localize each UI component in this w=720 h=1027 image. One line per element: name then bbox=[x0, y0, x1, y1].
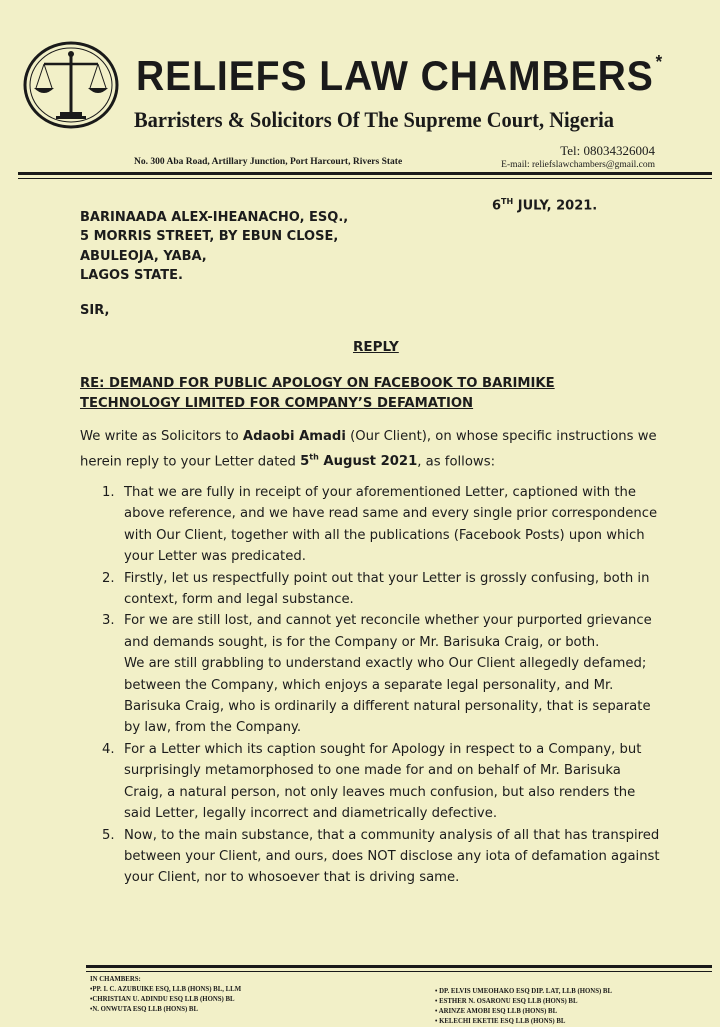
footer-divider bbox=[86, 965, 712, 968]
firm-telephone: Tel: 08034326004 bbox=[560, 143, 655, 158]
point-item: 4. For a Letter which its caption sought for Apology in respect to a Company, but surprisingly metamorphosed to one made for and on behalf of Mr. Barisuka Craig, a natural person, not only leaves much confusion, but also renders the said Letter, legally incorrect and diametrically defective. bbox=[102, 741, 642, 822]
addressee-line: LAGOS STATE. bbox=[80, 267, 183, 283]
point-item: 3. For we are still lost, and cannot yet reconcile whether your purported grievance and demands sought, is for the Company or Mr. Barisuka Craig, or both. We are still grabbling to understand exactly who Our Client allegedly defamed; between the Company, which enjoys a separate legal personality, and Mr. Barisuka Craig, who is ordinarily a different natural personality, that is separate by law, from the Company. bbox=[102, 613, 652, 736]
client-name: Adaobi Amadi bbox=[242, 429, 346, 444]
footer-divider-thin bbox=[86, 971, 712, 972]
chambers-list-left bbox=[90, 975, 241, 1015]
intro-paragraph: We write as Solicitors to Adaobi Amadi (Our Client), on whose specific instructions we herein reply to your Letter dated 5th August 2021, as follows: bbox=[80, 429, 657, 470]
subject-line: RE: DEMAND FOR PUBLIC APOLOGY ON FACEBOOK TO BARIMIKE TECHNOLOGY LIMITED FOR COMPANY’S DEFAMATION bbox=[80, 376, 555, 411]
chambers-member: • ESTHER N. OSARONU ESQ LLB (HONS) BL bbox=[435, 998, 578, 1005]
scales-of-justice-logo bbox=[22, 40, 120, 130]
letterhead-divider-thin bbox=[18, 178, 712, 179]
chambers-member: •PP. I. C. AZUBUIKE ESQ, LLB (HONS) BL, LLM bbox=[90, 986, 242, 993]
firm-subtitle: Barristers & Solicitors Of The Supreme Court, Nigeria bbox=[134, 107, 614, 132]
addressee-line: ABULEOJA, YABA, bbox=[80, 248, 207, 264]
chambers-list-right bbox=[435, 987, 612, 1027]
chambers-label: IN CHAMBERS: bbox=[90, 976, 141, 983]
addressee-line: BARINAADA ALEX-IHEANACHO, ESQ., bbox=[80, 210, 349, 225]
point-item: 2. Firstly, let us respectfully point out that your Letter is grossly confusing, both in context, form and legal substance. bbox=[102, 570, 650, 608]
numbered-points bbox=[102, 482, 682, 889]
chambers-member: •N. ONWUTA ESQ LLB (HONS) BL bbox=[90, 1006, 199, 1013]
letterhead-divider bbox=[18, 172, 712, 175]
chambers-member: • DP. ELVIS UMEOHAKO ESQ DIP. LAT, LLB (HONS) BL bbox=[435, 988, 612, 995]
point-item: 5. Now, to the main substance, that a community analysis of all that has transpired between your Client, and ours, does NOT disclose any iota of defamation against your Client, nor to whosoever that is driving same. bbox=[102, 827, 660, 886]
addressee-block bbox=[80, 208, 348, 285]
point-item: 1. That we are fully in receipt of your aforementioned Letter, captioned with the above reference, and we have read same and every single prior correspondence with Our Client, together with all the publications (Facebook Posts) upon which your Letter was predicated. bbox=[102, 485, 658, 565]
reply-heading: REPLY bbox=[353, 339, 399, 355]
chambers-member: • ARINZE AMOBI ESQ LLB (HONS) BL bbox=[435, 1008, 558, 1015]
firm-email: E-mail: reliefslawchambers@gmail.com bbox=[501, 160, 655, 170]
firm-mark: * bbox=[655, 52, 664, 72]
addressee-line: 5 MORRIS STREET, BY EBUN CLOSE, bbox=[80, 229, 339, 245]
firm-name: RELIEFS LAW CHAMBERS * bbox=[136, 52, 664, 99]
salutation: SIR, bbox=[80, 303, 110, 318]
letter-date: 6TH JULY, 2021. bbox=[492, 197, 598, 214]
chambers-member: • KELECHI EKETIE ESQ LLB (HONS) BL bbox=[435, 1018, 566, 1025]
referenced-letter-date: 5th August 2021 bbox=[300, 453, 418, 470]
chambers-member: •CHRISTIAN U. ADINDU ESQ LLB (HONS) BL bbox=[90, 996, 235, 1003]
firm-address: No. 300 Aba Road, Artillary Junction, Port Harcourt, Rivers State bbox=[134, 157, 403, 167]
